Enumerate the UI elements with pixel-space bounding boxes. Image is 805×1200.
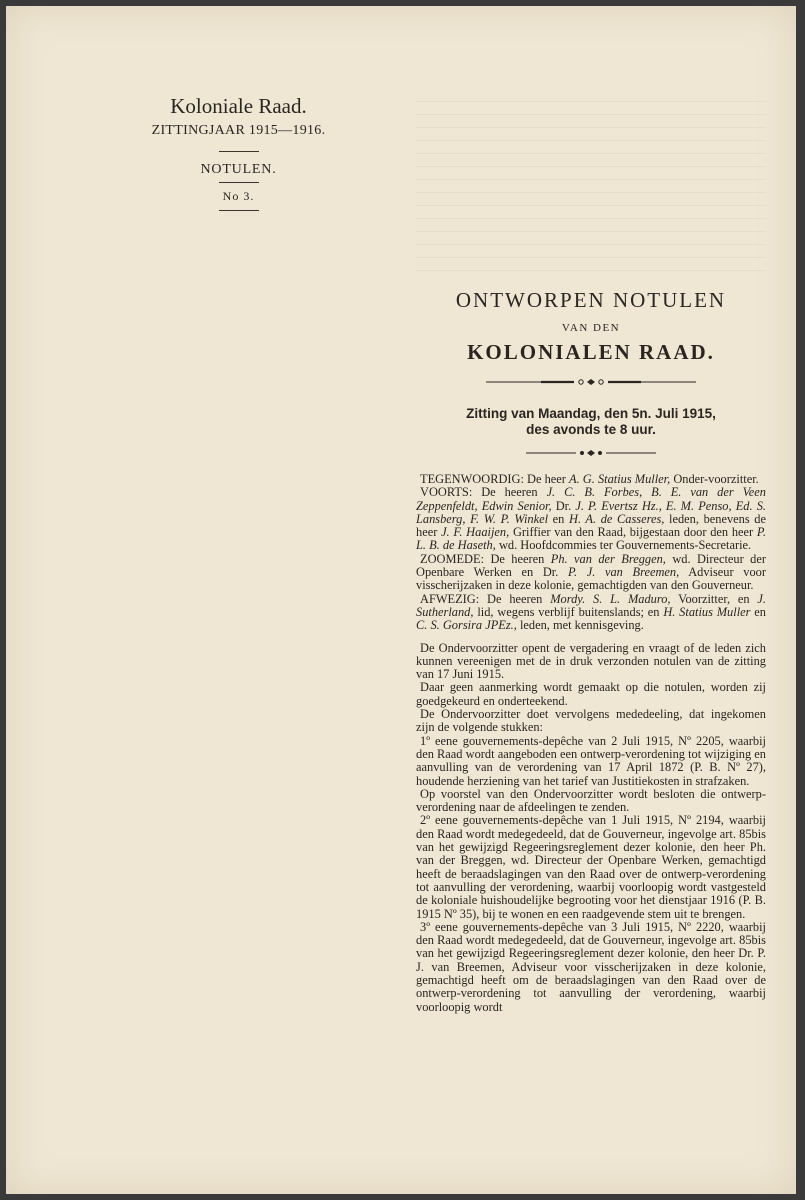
divider xyxy=(219,210,259,211)
attendance-also: VOORTS: De heeren J. C. B. Forbes, B. E. van der Veen Zeppenfeldt, Edwin Senior, Dr. J. P. Evertsz Hz., E. M. Penso, Ed. S. Lansberg, F. W. P. Winkel en H. A. de Casseres, leden, benevens de heer J. F. Haaijen, Griffier van den Raad, bijgestaan door den heer P. L. B. de Haseth, wd. Hoofdcommies ter Gouvernements-Secretarie. xyxy=(416,485,766,553)
ornament-icon xyxy=(486,377,696,387)
paragraph: De Ondervoorzitter doet vervolgens mededeeling, dat ingekomen zijn de volgende stukken: xyxy=(416,707,766,735)
attendance-present: TEGENWOORDIG: De heer A. G. Statius Muller, Onder-voorzitter. xyxy=(420,472,759,486)
bleed-through-text xyxy=(416,101,766,281)
heading-line-3: KOLONIALEN RAAD. xyxy=(467,340,715,364)
paragraph: 1º eene gouvernements-depêche van 2 Juli 1915, Nº 2205, waarbij den Raad wordt aangeboden een ontwerp-verordening tot wijziging en aanvulling van de verordening van 17 April 1872 (P. B. Nº 27), houdende herziening van het tarief van Justitiekosten in strafzaken. xyxy=(416,733,766,788)
paragraph: Op voorstel van den Ondervoorzitter wordt besloten die ontwerp-verordening naar de afdeelingen te zenden. xyxy=(416,786,766,815)
attendance-absent: AFWEZIG: De heeren Mordy. S. L. Maduro, Voorzitter, en J. Sutherland, lid, wegens verblijf buitenslands; en H. Statius Muller en C. S. Gorsira JPEz., leden, met kennisgeving. xyxy=(416,591,767,633)
minutes-column xyxy=(416,288,766,1014)
ornament-divider-small xyxy=(416,448,766,461)
paragraph: Daar geen aanmerking wordt gemaakt op die notulen, worden zij goedgekeurd en onderteekend. xyxy=(416,680,766,708)
divider xyxy=(219,151,259,152)
document-type: NOTULEN. xyxy=(200,162,277,177)
minutes-body xyxy=(416,473,766,1014)
paragraph: 3º eene gouvernements-depêche van 3 Juli 1915, Nº 2220, waarbij den Raad wordt medegedeeld, dat de Gouverneur, ingevolge art. 85bis van het gewijzigd Regeeringsreglement dezer kolonie, den heer Dr. P. J. van Breemen, Adviseur voor visscherijzaken in deze kolonie, gemachtigd heeft om de beraadslagingen van den Raad over de ontwerp-verordening tot aanvulling der verordening, waarbij voorloopig wordt xyxy=(416,919,766,1014)
document-number: No 3. xyxy=(222,189,255,203)
paragraph: De Ondervoorzitter opent de vergadering en vraagt of de leden zich kunnen vereenigen met de in druk verzonden notulen van de zitting van 17 Juni 1915. xyxy=(416,640,766,682)
ornament-icon xyxy=(526,448,656,458)
document-page xyxy=(6,6,796,1194)
left-header xyxy=(126,94,351,211)
attendance-further: ZOOMEDE: De heeren Ph. van der Breggen, wd. Directeur der Openbare Werken en Dr. P. J. van Breemen, Adviseur voor visscherijzaken in deze kolonie, gemachtigden van den Gouverneur. xyxy=(416,551,766,593)
heading-line-2: VAN DEN xyxy=(561,322,621,334)
ornament-divider xyxy=(416,377,766,390)
paragraph: 2º eene gouvernements-depêche van 1 Juli 1915, Nº 2194, waarbij den Raad wordt medegedeeld, dat de Gouverneur, ingevolge art. 85bis van het gewijzigd Regeeringsreglement dezer kolonie, den heer Ph. van der Breggen, wd. Directeur der Openbare Werken, gemachtigd heeft de beraadslagingen van den Raad over de ontwerp-verordening tot aanvulling der verordening, waarbij voorloopig wordt vastgesteld de koloniale huishoudelijke begrooting voor het dienstjaar 1916 (P. B. 1915 Nº 35), bij te wonen en een raadgevende stem uit te brengen. xyxy=(416,813,766,921)
session-time: des avonds te 8 uur. xyxy=(526,422,656,437)
heading-line-1: ONTWORPEN NOTULEN xyxy=(455,288,727,312)
divider xyxy=(219,182,259,183)
council-title: Koloniale Raad. xyxy=(170,94,307,118)
session-info xyxy=(416,406,766,438)
session-date: Zitting van Maandag, den 5n. Juli 1915, xyxy=(466,406,716,421)
session-year: ZITTINGJAAR 1915—1916. xyxy=(151,123,326,138)
